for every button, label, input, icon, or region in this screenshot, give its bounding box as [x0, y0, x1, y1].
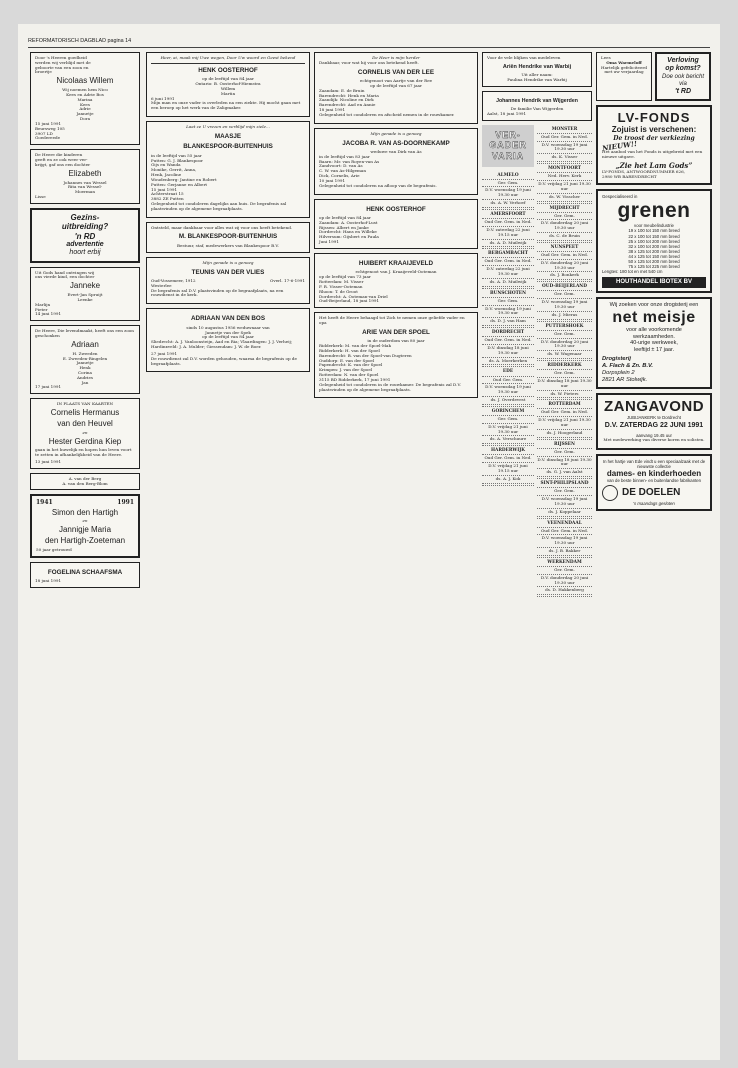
meeting-sub: Oud Ger. Gem. in Ned.: [537, 252, 592, 260]
meeting-title: NUNSPEET: [550, 244, 579, 250]
family-list: Kees en Adrie Bos Marina Kees Adrie Jannetje Dora: [66, 91, 104, 122]
meeting-entry: [537, 204, 592, 243]
obituary-jacoba: Mijn genade is u genoeg JACOBA R. VAN AS-DOORNEKAMP weduwe van Dirk van As in de leeftijd van 83 jaar Baarn: Mr. van Royen-van As Zandvoort: D. van As C. W. van As-Hilgeman Dick, Cornelis, Arie 10 juni 1991 Gelegenheid tot condoleren na afloop van de begrafenis.: [314, 128, 478, 195]
meeting-title: HARDERWIJK: [490, 448, 526, 454]
obituary-huibert: HUIBERT KRAAIJEVELD echtgenoot van J. Kraaijeveld-Ooteman op de leeftijd van 73 jaar Rotterdam: M. Visser F. R. Visser-Ooteman Rhoon: T. de Groot Dordrecht: A. Ooteman-van Driel Oud-Beijerland, 18 juni 1991: [314, 253, 478, 308]
vacancy-ad: Wij zoeken voor onze drogisterij een net meisje voor alle voorkomende werkzaamheden. 40-urige werkweek, leeftijd ± 17 jaar. Drogisterij A. Flach & Zn. B.V. Dorpsplein 2 2821 AR Stolwijk.: [596, 297, 712, 389]
meeting-speaker: ds. W. Visscher: [537, 194, 592, 202]
meeting-title: GORINCHEM: [491, 408, 525, 414]
wedding-anniversary-berg: A. van der Berg A. van den Berg-Blom: [30, 473, 140, 491]
column-3: [314, 52, 478, 1044]
obituary-adriaan-van-den-bos: ADRIAAN VAN DEN BOS sinds 10 augustus 1956 weduwnaar van Jannetje van der Spek op de leeftijd van 84 jaar Sliedrecht: A. J. Vanloonsteijn, Aad en Ria; Vlaardingen: J. J. Verheij; Hardinxveld: J. A. Mulder; Giessendam: J. W. de Boer. 27 juni 1991 De rouwdienst zal D.V. worden gehouden, waarna de begrafenis op de begraafplaats.: [146, 308, 310, 372]
thanks-arien: Voor de vele blijken van medeleven Ariën Hendrike van Warbij Uit aller naam: Paulina Hendrike van Warbij: [482, 52, 592, 87]
meeting-time: D.V. vrijdag 21 juni 19.30 uur: [537, 417, 592, 430]
meeting-entry: [482, 446, 534, 485]
meeting-entry: [482, 210, 534, 249]
obituary-cornelis: De Heer is mijn herder Dankbaar, voor wat hij voor ons betekend heeft. CORNELIS VAN DER LEE echtgenoot van Aartje van der Ree op de leeftijd van 67 jaar Zaandam: E. de Bruin Barendrecht: Henk en Maria Zaandijk: Nicoline en Dirk Barendrecht: Aad en Annie 18 juni 1991 Gelegenheid tot condoleren en afscheid nemen in de rouwkamer.: [314, 52, 478, 124]
meeting-speaker: ds. D. Hakkenberg: [537, 587, 592, 595]
meeting-entry: [537, 440, 592, 479]
meeting-entry: [537, 519, 592, 558]
meeting-title: PUTTERSHOEK: [545, 323, 584, 329]
meeting-sub: Oud Ger. Gem. in Ned.: [537, 409, 592, 417]
meeting-schedule-2: [537, 125, 592, 598]
meeting-speaker: ds. C. de Bruin: [537, 233, 592, 241]
thanks-johannes: Johannes Hendrik van Wijgerden De familie Van Wijgerden Aalst, 18 juni 1991: [482, 91, 592, 121]
obituary-henk-oosterhof: Heer, ai, maak mij Uwe wegen, Door Uw woord en Geest bekend HENK OOSTERHOF op de leeftijd van 84 jaar Ontario: B. Oosterhof-Hiemstra Willem Martin 6 juni 1991 Mijn man en onze vader is overleden na een ziekte. Hij mocht gaan met een beroep op het werk van de Zaligmaker.: [146, 52, 310, 117]
meeting-sub: Ger. Gem.: [537, 567, 592, 575]
meeting-entry: [482, 171, 534, 210]
anniversary-den-hartigh: 1941 1991 Simon den Hartigh en Jannigje Maria den Hartigh-Zoeteman 50 jaar getrouwd: [30, 494, 140, 557]
birth-announcement-nicolaas: Door 's Heeren goedheid werden wij verblijd met de geboorte van een zoon en broertje Nicolaas Willem Wij noemen hem Nico Kees en Adrie Bos Marina Kees Adrie Jannetje Dora 15 juni 1991 Beursweg 105 3907 LD Goedereede: [30, 52, 140, 145]
meeting-sub: Oud Ger. Gem. in Ned.: [482, 455, 534, 463]
meeting-title: RIJSSEN: [554, 441, 575, 447]
meeting-speaker: ds. A. J. Kok: [482, 476, 534, 484]
obituary-blankespoor-company: Ontsteld, maar dankbaar voor alles wat zij voor ons heeft betekend. M. BLANKESPOOR-BUITENHUIS Bestuur, staf, medewerkers van Blankespoor B.V.: [146, 222, 310, 253]
birth-announcement-elizabeth: De Heere die kinderen geeft en ze ook weer ver- krijgt, gaf ons een dochter Elizabeth Johannes van Wessel Rita van Wessel- Moerman Lisse: [30, 149, 140, 204]
meeting-title: EDE: [502, 369, 514, 375]
meeting-time: D.V. vrijdag 21 juni 19.15 uur: [482, 463, 534, 476]
meeting-time: D.V. donderdag 20 juni 19.30 uur: [537, 260, 592, 273]
meeting-time: D.V. woensdag 19 juni 19.30 uur: [482, 306, 534, 319]
meeting-speaker: ds. A. Verschuure: [482, 436, 534, 444]
meeting-entry: [537, 282, 592, 321]
announcement-date: 15 juni 1991: [35, 120, 62, 126]
congratulation-ad: Lees Oma Warmeloff Hartelijk gefeliciteerd met uw verjaardag: [596, 52, 652, 101]
baby-name: Elizabeth: [68, 168, 102, 178]
meeting-sub: Ger. Gem.: [482, 416, 534, 424]
baby-name: Adriaan: [71, 339, 99, 349]
meeting-title: OUD-BEIJERLAND: [542, 284, 587, 290]
meeting-speaker: ds. J. Bonkerk: [537, 272, 592, 280]
announcement-intro: Door 's Heeren goedheid werden wij verblijd met de geboorte van een zoon en broertje: [35, 55, 91, 75]
meeting-time: D.V. donderdag 20 juni 19.30 uur: [537, 575, 592, 588]
meeting-time: D.V. dinsdag 18 juni 19.30 uur: [537, 378, 592, 391]
meeting-time: D.V. woensdag 19 juni 19.30 uur: [482, 187, 534, 200]
company-logo: HOUTHANDEL IBOTEX BV: [602, 277, 706, 288]
meeting-sub: Ger. Gem.: [537, 213, 592, 221]
verloving-ad: Verloving op komst? Doe ook bericht via 't RD: [655, 52, 711, 101]
meeting-sub: Ger. Gem.: [537, 291, 592, 299]
obituary-henk-oosterhof-2: HENK OOSTERHOF op de leeftijd van 84 jaar Zaandam: A. Oosterhof-Lust Rijssen: Albert en Janke Dordrecht: Hans en Willeke Hilversum: Gijsbert en Paula Juni 1991: [314, 199, 478, 249]
meeting-entry: [482, 407, 534, 446]
meeting-title: VEENENDAAL: [547, 520, 582, 526]
meeting-speaker: ds. W. Pieters: [537, 391, 592, 399]
meeting-time: D.V. woensdag 19 juni 19.30 uur: [537, 142, 592, 155]
meeting-entry: [537, 322, 592, 361]
meeting-sub: Oud Ger. Gem. in Ned.: [482, 337, 534, 345]
meeting-sub: Oud Ger. Gem. in Ned.: [537, 134, 592, 142]
meeting-sub: Ger. Gem.: [537, 331, 592, 339]
meeting-speaker: ds. J. Hoogerland: [537, 430, 592, 438]
hat-icon: [602, 485, 618, 501]
meeting-title: AMERSFOORT: [490, 211, 526, 217]
meeting-title: MONSTER: [551, 126, 578, 132]
meeting-title: MONTFOORT: [548, 166, 581, 172]
meeting-speaker: ds. J. Koppelaar: [537, 509, 592, 517]
size-list: 19 x 100 tot 150 mm breed 22 x 100 tot 150 mm breed 25 x 100 tot 200 mm breed 32 x 100 tot 200 mm breed 38 x 125 tot 200 mm breed 44 x 125 tot 150 mm breed 50 x 125 tot 200 mm breed 75 x 125 tot 225 mm breed: [628, 228, 680, 269]
meeting-title: MIJDRECHT: [549, 205, 580, 211]
meeting-speaker: ds. J. B. Bakker: [537, 548, 592, 556]
meeting-sub: Ger. Gem.: [537, 488, 592, 496]
meeting-title: DORDRECHT: [491, 330, 525, 336]
meeting-entry: [482, 328, 534, 367]
meeting-sub: Oud Ger. Gem. in Ned.: [482, 219, 534, 227]
baby-nickname: Wij noemen hem Nico: [62, 87, 108, 93]
meeting-sub: Oud Ger. Gem.: [482, 377, 534, 385]
meeting-entry: [537, 243, 592, 282]
meeting-entry: [537, 164, 592, 203]
meeting-entry: [537, 361, 592, 400]
meeting-title: ROTTERDAM: [548, 402, 581, 408]
meeting-sub: Oud Ger. Gem. in Ned.: [482, 258, 534, 266]
meeting-entry: [537, 125, 592, 164]
meeting-time: D.V. woensdag 19 juni 19.30 uur: [537, 496, 592, 509]
meeting-speaker: ds. A. D. Muilwijk: [482, 279, 534, 287]
meeting-speaker: ds. A. W. Verhoef: [482, 200, 534, 208]
meeting-title: WERKENDAM: [547, 559, 582, 565]
meeting-speaker: ds. A. D. Muilwijk: [482, 240, 534, 248]
meeting-title: SINT-PHILIPSLAND: [540, 481, 589, 487]
meeting-time: D.V. vrijdag 21 juni 19.30 uur: [482, 424, 534, 437]
company-logo: DE DOELEN: [622, 487, 681, 499]
column-4: [482, 52, 592, 1044]
meeting-entry: [537, 479, 592, 518]
meeting-speaker: ds. K. Visser: [537, 154, 592, 162]
meeting-time: D.V. dinsdag 18 juni 19.30 uur: [537, 457, 592, 470]
meeting-time: D.V. donderdag 20 juni 19.30 uur: [537, 339, 592, 352]
death-fogelina: FOGELINA SCHAAFSMA 18 juni 1991: [30, 562, 140, 588]
page-header-title: REFORMATORISCH DAGBLAD pagina 14: [28, 38, 132, 44]
lvfonds-ad: LV-FONDS Zojuist is verschenen: De troost der verkiezing NIEUW!! Het aanbod van het Fonds is uitgebreid met een nieuwe uitgave. „Zie het Lam Gods” LV-FONDS, ANTWOORDNUMMER 626, 2980 WB BARENDRECHT: [596, 105, 712, 185]
meeting-entry: [537, 400, 592, 439]
meeting-entry: [482, 289, 534, 328]
obituary-maasje: Laat ze U vrezen en verblijd mijn ziele... MAASJE BLANKESPOOR-BUITENHUIS in de leeftijd van 55 jaar Putten: G. J. Blankespoor Gijs en Wanda Monike, Gerrit, Anna, Henk, Jacoline Woudenberg: Jantine en Robert Putten: Gerjanne en Albert 15 juni 1991 Achterstraat 15 3882 ZE Putten Gelegenheid tot condoleren dagelijks aan huis. De begrafenis zal plaatsvinden op de algemene begraafplaats.: [146, 121, 310, 218]
column-5: [596, 52, 712, 1044]
meeting-time: D.V. vrijdag 21 juni 19.30 uur: [537, 181, 592, 194]
meeting-schedule: [482, 171, 534, 486]
meeting-sub: Ger. Gem.: [537, 449, 592, 457]
meeting-time: D.V. woensdag 19 juni 19.30 uur: [537, 299, 592, 312]
meeting-speaker: ds. A. Moerkerken: [482, 358, 534, 366]
meeting-title: BUNSCHOTEN: [489, 290, 527, 296]
vergader-varia-label: VER- GADER VARIA: [482, 125, 534, 167]
meeting-entry: [482, 249, 534, 288]
meeting-time: D.V. zaterdag 22 juni 19.30 uur: [482, 266, 534, 279]
column-2: [146, 52, 310, 1044]
meeting-sub: Oud Ger. Gem. in Ned.: [537, 528, 592, 536]
meeting-sub: Ger. Gem.: [537, 370, 592, 378]
gezinsuitbreiding-ad: Gezins- uitbreiding? 'n RD advertentie hoort erbij: [30, 208, 140, 263]
hoeden-ad: In het hartje van Ede vindt u een speciaalzaak met de nieuwste collectie dames- en kinderhoeden van de beste binnen- en buitenlandse fabrikanten DE DOELEN 's maandags gesloten: [596, 454, 712, 512]
column-1: [30, 52, 140, 1044]
meeting-speaker: ds. W. Wagenaar: [537, 351, 592, 359]
meeting-time: D.V. woensdag 19 juni 19.30 uur: [482, 384, 534, 397]
meeting-time: D.V. woensdag 19 juni 19.30 uur: [537, 535, 592, 548]
meeting-entry: [537, 558, 592, 597]
page-header: [28, 38, 710, 48]
birth-announcement-adriaan: De Heere, Die levendmaakt, heeft ons een zoon geschonken Adriaan H. Zweeden E. Zweeden-Ringelen Jannetje Henk Corina Andries Jan 17 juni 1991: [30, 325, 140, 394]
obituary-arie: Het heeft de Heere behaagd tot Zich te nemen onze geliefde vader en opa ARIE VAN DER SPOEL in de ouderdom van 80 jaar Ridderkerk: M. van der Spoel-Mak Ridderkerk: H. van der Spoel Barendrecht: B. van der Spoel-van Dugteren Ouddorp: E. van der Spoel Papendrecht: K. van der Spoel Krimpen: J. van der Spoel Rotterdam: N. van der Spoel 3115 BD Ridderkerk, 17 juni 1991 Gelegenheid tot condoleren in de rouwkamer. De begrafenis zal D.V. plaatsvinden op de algemene begraafplaats.: [314, 312, 478, 398]
grenen-ad: Gespecialiseerd in grenen voor meubelindustrie 19 x 100 tot 150 mm breed 22 x 100 tot 150 mm breed 25 x 100 tot 200 mm breed 32 x 100 tot 200 mm breed 38 x 125 tot 200 mm breed 44 x 125 tot 150 mm breed 50 x 125 tot 200 mm breed 75 x 125 tot 225 mm breed Lengtes: 180 tot en met 540 cm HOUTHANDEL IBOTEX BV: [596, 189, 712, 294]
birth-announcement-janneke: Uit Gods hand ontvingen wij ons vierde kind, een dochter Janneke Evert-Jan Spruijt Leenke Marlijn Pieter 14 juni 1991: [30, 267, 140, 322]
meeting-title: BERGAMBACHT: [488, 251, 528, 257]
zangavond-ad: ZANGAVOND JUBIJANKERK te Dordrecht D.V. ZATERDAG 22 JUNI 1991 aanvang 19.45 uur Met medewerking van diverse koren en solisten.: [596, 393, 712, 450]
meeting-sub: Ger. Gem.: [482, 298, 534, 306]
meeting-speaker: ds. D. J. van Ham: [482, 318, 534, 326]
meeting-sub: Ned. Herv. Kerk: [537, 173, 592, 181]
wedding-announcement: IN PLAATS VAN KAARTEN Cornelis Hermanus van den Heuvel en Hester Gerdina Kiep gaan in het huwelijk en hopen hun leven voort te zetten in afhankelijkheid van de Heere. 13 juni 1991: [30, 398, 140, 469]
baby-name: Janneke: [69, 281, 101, 291]
meeting-title: RIDDERKERK: [547, 363, 582, 368]
meeting-time: D.V. dinsdag 18 juni 19.30 uur: [482, 345, 534, 358]
newspaper-page: [18, 24, 720, 1060]
meeting-time: D.V. zaterdag 22 juni 19.15 uur: [482, 227, 534, 240]
meeting-entry: [482, 367, 534, 406]
meeting-speaker: ds. J. Mieras: [537, 312, 592, 320]
baby-name: Nicolaas Willem: [56, 76, 114, 86]
meeting-title: ALMELO: [497, 172, 519, 178]
meeting-speaker: ds. G. J. van Aalst: [537, 469, 592, 477]
meeting-speaker: ds. J. Overdevest: [482, 397, 534, 405]
family-list: H. Zweeden E. Zweeden-Ringelen Jannetje Henk Corina Andries Jan: [62, 350, 108, 385]
meeting-time: D.V. donderdag 20 juni 19.30 uur: [537, 220, 592, 233]
obituary-teunis: Mijn genade is u genoeg TEUNIS VAN DER VLIES Oud-Vossemeer, 1912 Overl. 17-6-1991 Westerlee De begrafenis zal D.V. plaatsvinden op de begraafplaats, na een rouwdienst in de kerk.: [146, 257, 310, 305]
meeting-sub: Ger. Gem.: [482, 180, 534, 188]
